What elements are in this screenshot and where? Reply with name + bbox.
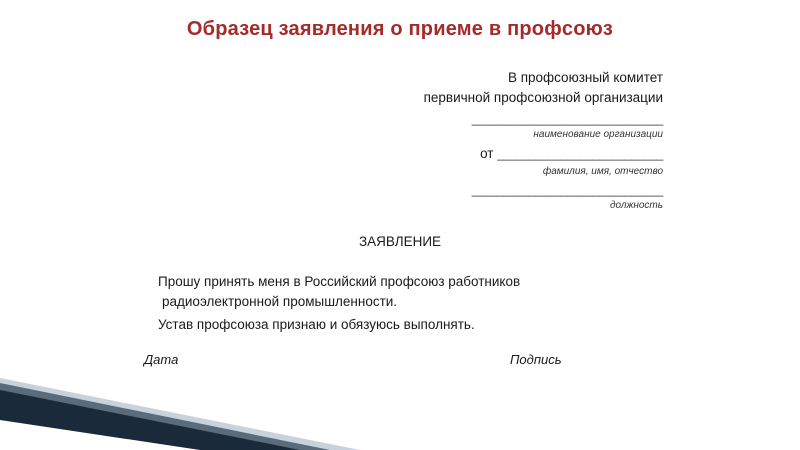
position-blank: ______________________________ [471,183,663,197]
addressee-line-2: первичной профсоюзной организации [423,90,663,105]
signature-label: Подпись [510,352,562,367]
body-line-2: радиоэлектронной промышленности. [162,294,398,309]
from-label: от [480,146,494,161]
swoosh-dark-band [0,390,300,450]
body-line-3: Устав профсоюза признаю и обязуюсь выполнять. [158,317,475,332]
statement-heading: ЗАЯВЛЕНИЕ [358,234,442,249]
position-caption: должность [609,200,663,211]
name-caption: фамилия, имя, отчество [542,166,663,177]
organization-blank: ______________________________ [471,112,663,126]
page-title: Образец заявления о приеме в профсоюз [186,18,614,40]
date-label: Дата [144,352,179,367]
body-line-1: Прошу принять меня в Российский профсоюз работников [158,274,521,289]
organization-caption: наименование организации [533,129,663,140]
addressee-line-1: В профсоюзный комитет [507,70,663,85]
from-blank: __________________________ [497,147,663,161]
